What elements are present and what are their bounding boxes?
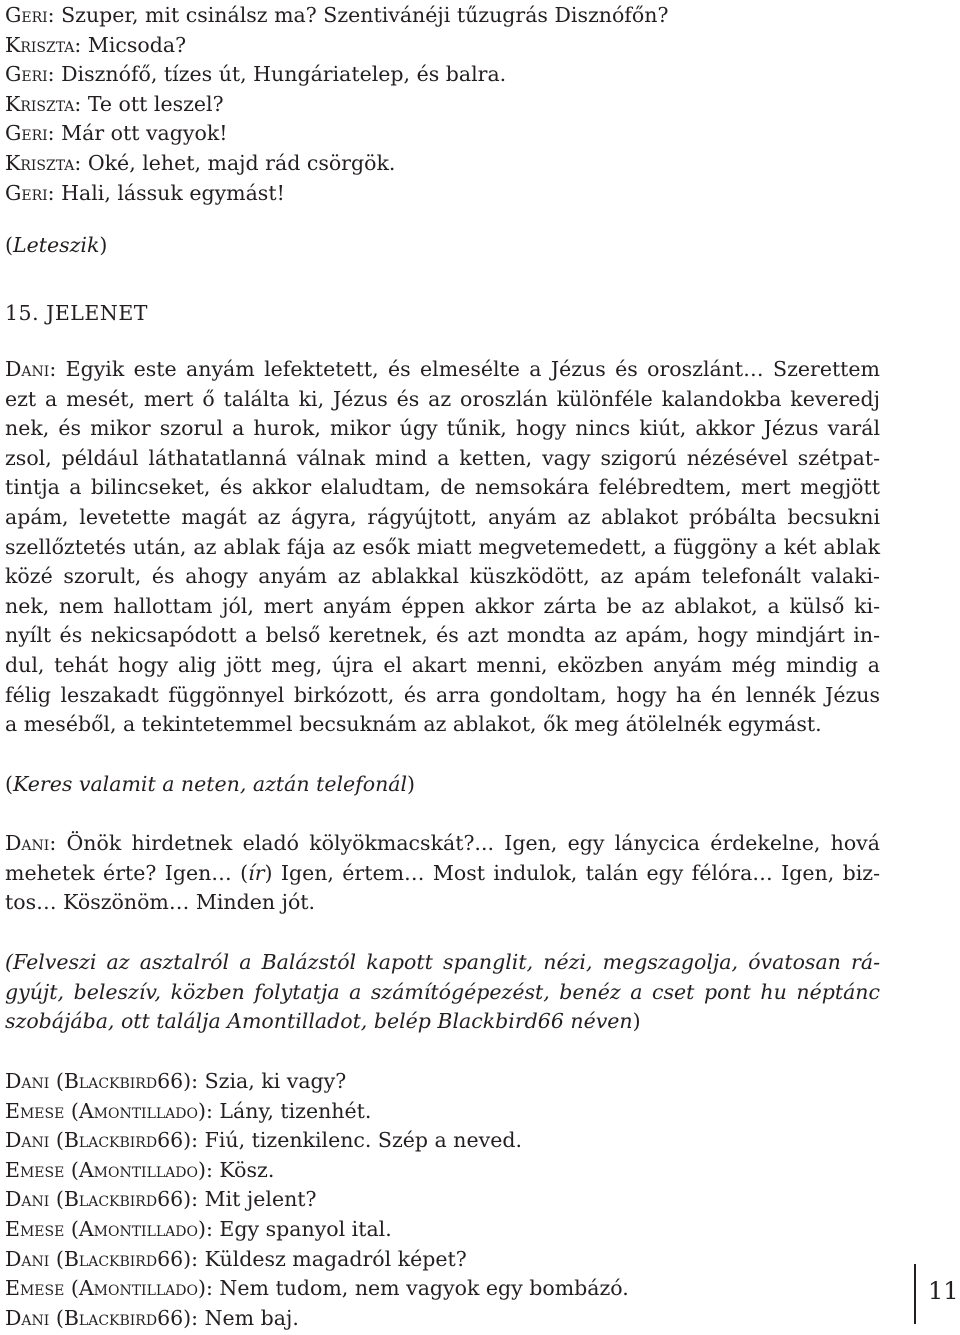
dialogue-line: tos… Köszönöm… Minden jót. [5,890,316,915]
dialogue-line [5,60,880,90]
chat-line: Emese (Amontillado): Lány, tizenhét. [5,1098,372,1123]
opening-dialogue [5,1,880,208]
stage-direction-text: Keres valamit a neten, aztán telefonál [13,772,408,796]
dialogue-text: Disznófő, tízes út, Hungáriatelep, és balra. [61,62,507,87]
dialogue-line [5,119,880,149]
dialogue-line: Dani: Önök hirdetnek eladó kölyökmacskát?... Igen, egy lánycica érdekelne, hová [5,831,880,855]
dialogue-line: mehetek érte? Igen… (ír) Igen, értem… Most indulok, talán egy félóra… Igen, biz- [5,860,880,885]
monologue-line: nyílt és nekicsapódott a belső keretnek, és azt mondta az apám, hogy mindjárt in- [5,623,880,648]
chat-line: Dani (Blackbird66): Fiú, tizenkilenc. Szép a neved. [5,1128,522,1153]
speaker-name: Dani: [5,357,57,381]
speaker-name: Geri: [5,62,55,87]
speaker-name: Kriszta: [5,32,82,57]
speaker-name: Dani: [5,831,57,855]
stage-direction-text: Felveszi az asztalról a Balázstól kapott spanglit, nézi, megszagolja, óvatosan rá- [13,950,880,974]
chat-line: Dani (Blackbird66): Mit jelent? [5,1187,317,1212]
speaker-name: Dani (Blackbird66): [5,1246,199,1271]
chat-line: Dani (Blackbird66): Nem baj. [5,1305,299,1330]
speaker-name: Emese (Amontillado): [5,1098,213,1123]
dialogue-text: Micsoda? [87,32,187,57]
speaker-name: Emese (Amontillado): [5,1276,213,1301]
speaker-name: Dani (Blackbird66): [5,1187,199,1212]
dialogue-line [5,149,880,179]
chat-line: Dani (Blackbird66): Szia, ki vagy? [5,1069,347,1093]
monologue-line: ezt a mesét, mert ő találta ki, Jézus és az oroszlán különféle kalandokba keveredj [5,386,880,411]
monologue-line: apám, levetette magát az ágyra, rágyújtott, anyám az ablakot próbálta becsukni [5,504,880,529]
scene-heading: 15. JELENET [5,301,148,325]
monologue-line: nek, nem hallottam jól, mert anyám éppen akkor zárta be az ablakot, a külső ki- [5,593,880,618]
dialogue-line [5,179,880,209]
dialogue-text: Hali, lássuk egymást! [61,180,285,205]
stage-direction-text: szobájába, ott találja Amontilladot, belép Blackbird66 néven [5,1009,633,1034]
monologue-line: közé szorult, és ahogy anyám az ablakkal küszködött, az apám telefonált valaki- [5,564,880,589]
dialogue-text: Te ott leszel? [87,91,224,116]
monologue-line: a meséből, a tekintetemmel becsuknám az ablakot, ők meg átölelnék egymást. [5,712,822,737]
speaker-name: Dani (Blackbird66): [5,1305,199,1330]
monologue-line: Dani: Egyik este anyám lefektetett, és elmesélte a Jézus és oroszlánt… Szerettem [5,357,880,381]
page-number: 11 [928,1277,959,1305]
page-number-rule [914,1264,916,1324]
chat-line: Emese (Amontillado): Kösz. [5,1157,275,1182]
stage-direction-text: gyújt, beleszív, közben folytatja a számítógépezést, benéz a cset pont hu néptánc [5,979,880,1004]
speaker-name: Geri: [5,121,55,146]
chat-line: Dani (Blackbird66): Küldesz magadról képet? [5,1246,467,1271]
stage-direction: (Keres valamit a neten, aztán telefonál) [5,772,416,796]
dialogue-line [5,31,880,61]
chat-log [5,1067,880,1333]
monologue-line: félig leszakadt függönnyel birkózott, és arra gondoltam, hogy ha én lennék Jézus [5,682,880,707]
monologue-line: nek, és mikor szorul a hurok, mikor úgy tűnik, hogy nincs kiút, akkor Jézus varál [5,416,880,441]
speaker-name: Dani (Blackbird66): [5,1069,199,1093]
speaker-name: Emese (Amontillado): [5,1216,213,1241]
chat-line: Emese (Amontillado): Nem tudom, nem vagyok egy bombázó. [5,1276,629,1301]
monologue-line: szellőztetés után, az ablak fája az esők miatt megvetemedett, a függöny a két ablak [5,534,880,559]
monologue-line: tintja a bilincseket, és akkor elaludtam, de nemsokára felébredtem, mert megjött [5,475,880,500]
scene-heading-block [5,299,880,329]
dialogue-text: Már ott vagyok! [61,121,228,146]
stage-direction: (Leteszik) [5,233,108,257]
stage-direction: (Felveszi az asztalról a Balázstól kapott spanglit, nézi, megszagolja, óvatosan rá- gyújt, beleszív, közben folytatja a számítógépezést, benéz a cset pont hu néptánc szobájába, ott találja Amontilladot, belép Blackbird66 néven) [5,950,880,1034]
dialogue-line [5,1,880,31]
speaker-name: Geri: [5,3,55,27]
phone-call [5,829,880,918]
speaker-name: Kriszta: [5,91,82,116]
dialogue-text: Oké, lehet, majd rád csörgök. [87,150,396,175]
monologue [5,355,880,740]
speaker-name: Geri: [5,180,55,205]
dialogue-text: Szuper, mit csinálsz ma? Szentivánéji tűzugrás Disznófőn? [61,3,669,27]
speaker-name: Dani (Blackbird66): [5,1128,199,1153]
dialogue-line [5,90,880,120]
monologue-line: dul, tehát hogy alig jött meg, újra el akart menni, eközben anyám még mindig a [5,652,880,677]
speaker-name: Emese (Amontillado): [5,1157,213,1182]
monologue-line: zsol, például láthatatlanná válnak mind a ketten, vagy szigorú nézésével szétpat- [5,445,880,470]
chat-line: Emese (Amontillado): Egy spanyol ital. [5,1216,392,1241]
speaker-name: Kriszta: [5,150,82,175]
stage-direction-text: Leteszik [13,233,100,257]
